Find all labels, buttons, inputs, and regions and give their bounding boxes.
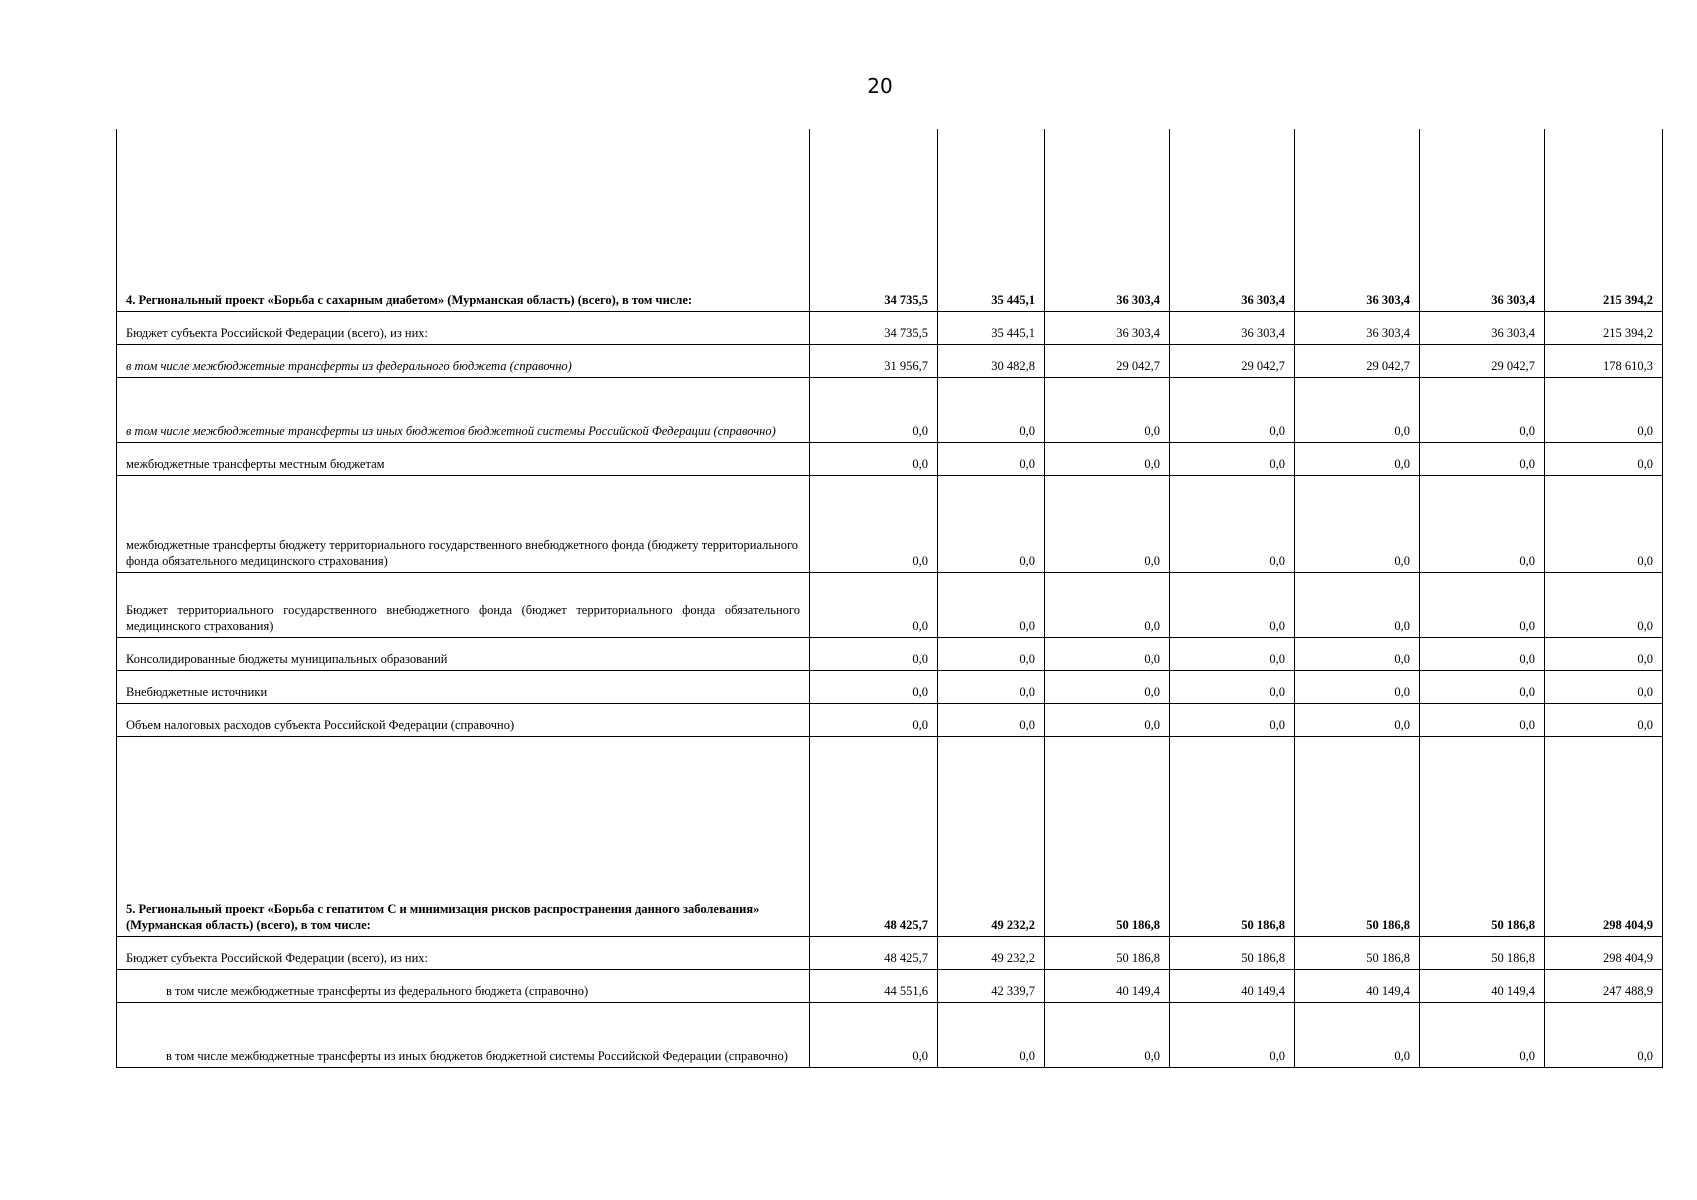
cell-col-total: 0,0: [1545, 475, 1663, 572]
table-row: [117, 703, 1663, 736]
cell-col-1: 0,0: [810, 670, 938, 703]
cell-col-1: 48 425,7: [810, 936, 938, 969]
cell-col-4: 50 186,8: [1170, 736, 1295, 936]
cell-col-2: 35 445,1: [938, 311, 1045, 344]
cell-col-4: 0,0: [1170, 637, 1295, 670]
cell-col-6: 40 149,4: [1420, 969, 1545, 1002]
cell-col-1: 44 551,6: [810, 969, 938, 1002]
cell-col-1: 31 956,7: [810, 344, 938, 377]
cell-col-5: 0,0: [1295, 475, 1420, 572]
cell-col-3: 0,0: [1045, 1002, 1170, 1067]
table-row: [117, 1002, 1663, 1067]
cell-col-2: 49 232,2: [938, 736, 1045, 936]
cell-col-3: 36 303,4: [1045, 311, 1170, 344]
cell-col-5: 0,0: [1295, 670, 1420, 703]
row-label: Бюджет субъекта Российской Федерации (всего), из них:: [117, 311, 810, 344]
cell-col-6: 29 042,7: [1420, 344, 1545, 377]
cell-col-3: 0,0: [1045, 670, 1170, 703]
cell-col-6: 0,0: [1420, 572, 1545, 637]
table-row: [117, 377, 1663, 442]
table-row: [117, 969, 1663, 1002]
table-row: [117, 670, 1663, 703]
cell-col-5: 40 149,4: [1295, 969, 1420, 1002]
cell-col-5: 0,0: [1295, 572, 1420, 637]
cell-col-6: 36 303,4: [1420, 129, 1545, 311]
cell-col-3: 0,0: [1045, 572, 1170, 637]
cell-col-1: 0,0: [810, 637, 938, 670]
row-label: межбюджетные трансферты бюджету территориального государственного внебюджетного фонда (бюджету территориального фонда обязательного медицинского страхования): [117, 475, 810, 572]
cell-col-2: 0,0: [938, 572, 1045, 637]
table-row: [117, 572, 1663, 637]
cell-col-5: 0,0: [1295, 703, 1420, 736]
cell-col-4: 0,0: [1170, 572, 1295, 637]
cell-col-6: 50 186,8: [1420, 936, 1545, 969]
cell-col-6: 0,0: [1420, 1002, 1545, 1067]
cell-col-total: 0,0: [1545, 637, 1663, 670]
cell-col-4: 0,0: [1170, 1002, 1295, 1067]
cell-col-5: 0,0: [1295, 637, 1420, 670]
cell-col-2: 42 339,7: [938, 969, 1045, 1002]
table-row: [117, 475, 1663, 572]
cell-col-total: 0,0: [1545, 572, 1663, 637]
cell-col-1: 34 735,5: [810, 129, 938, 311]
cell-col-3: 36 303,4: [1045, 129, 1170, 311]
cell-col-4: 50 186,8: [1170, 936, 1295, 969]
row-label: межбюджетные трансферты местным бюджетам: [117, 442, 810, 475]
cell-col-total: 215 394,2: [1545, 311, 1663, 344]
cell-col-6: 0,0: [1420, 637, 1545, 670]
cell-col-total: 0,0: [1545, 670, 1663, 703]
cell-col-3: 0,0: [1045, 377, 1170, 442]
cell-col-5: 0,0: [1295, 1002, 1420, 1067]
cell-col-3: 29 042,7: [1045, 344, 1170, 377]
cell-col-1: 0,0: [810, 703, 938, 736]
table-row: [117, 344, 1663, 377]
cell-col-3: 0,0: [1045, 637, 1170, 670]
cell-col-1: 0,0: [810, 442, 938, 475]
cell-col-1: 48 425,7: [810, 736, 938, 936]
cell-col-4: 40 149,4: [1170, 969, 1295, 1002]
cell-col-4: 0,0: [1170, 377, 1295, 442]
cell-col-total: 0,0: [1545, 377, 1663, 442]
cell-col-4: 0,0: [1170, 703, 1295, 736]
cell-col-4: 0,0: [1170, 442, 1295, 475]
row-label: Бюджет территориального государственного внебюджетного фонда (бюджет территориального фонда обязательного медицинского страхования): [117, 572, 810, 637]
cell-col-2: 30 482,8: [938, 344, 1045, 377]
cell-col-6: 36 303,4: [1420, 311, 1545, 344]
cell-col-6: 0,0: [1420, 475, 1545, 572]
cell-col-4: 0,0: [1170, 475, 1295, 572]
row-label: в том числе межбюджетные трансферты из федерального бюджета (справочно): [117, 344, 810, 377]
cell-col-total: 0,0: [1545, 1002, 1663, 1067]
table-row: [117, 637, 1663, 670]
cell-col-5: 29 042,7: [1295, 344, 1420, 377]
cell-col-4: 0,0: [1170, 670, 1295, 703]
cell-col-3: 0,0: [1045, 442, 1170, 475]
cell-col-total: 247 488,9: [1545, 969, 1663, 1002]
table-row: [117, 936, 1663, 969]
cell-col-total: 178 610,3: [1545, 344, 1663, 377]
cell-col-5: 36 303,4: [1295, 311, 1420, 344]
cell-col-4: 29 042,7: [1170, 344, 1295, 377]
table-row: [117, 736, 1663, 936]
cell-col-2: 0,0: [938, 475, 1045, 572]
cell-col-2: 49 232,2: [938, 936, 1045, 969]
row-label: в том числе межбюджетные трансферты из иных бюджетов бюджетной системы Российской Федерации (справочно): [117, 1002, 810, 1067]
cell-col-total: 0,0: [1545, 442, 1663, 475]
cell-col-4: 36 303,4: [1170, 129, 1295, 311]
cell-col-3: 0,0: [1045, 703, 1170, 736]
cell-col-1: 0,0: [810, 572, 938, 637]
cell-col-6: 0,0: [1420, 377, 1545, 442]
row-label: в том числе межбюджетные трансферты из федерального бюджета (справочно): [117, 969, 810, 1002]
financing-table: [116, 129, 1663, 1068]
row-label: Внебюджетные источники: [117, 670, 810, 703]
table-row: [117, 311, 1663, 344]
cell-col-total: 215 394,2: [1545, 129, 1663, 311]
cell-col-3: 50 186,8: [1045, 936, 1170, 969]
row-label: Объем налоговых расходов субъекта Российской Федерации (справочно): [117, 703, 810, 736]
cell-col-3: 50 186,8: [1045, 736, 1170, 936]
cell-col-1: 34 735,5: [810, 311, 938, 344]
cell-col-2: 0,0: [938, 637, 1045, 670]
cell-col-1: 0,0: [810, 377, 938, 442]
cell-col-2: 0,0: [938, 670, 1045, 703]
row-label: в том числе межбюджетные трансферты из иных бюджетов бюджетной системы Российской Федерации (справочно): [117, 377, 810, 442]
page-number: 20: [867, 74, 893, 98]
cell-col-2: 0,0: [938, 703, 1045, 736]
cell-col-total: 298 404,9: [1545, 936, 1663, 969]
row-label: 4. Региональный проект «Борьба с сахарным диабетом» (Мурманская область) (всего), в том числе:: [117, 129, 810, 311]
cell-col-total: 298 404,9: [1545, 736, 1663, 936]
table-row: [117, 129, 1663, 311]
cell-col-3: 0,0: [1045, 475, 1170, 572]
cell-col-2: 0,0: [938, 442, 1045, 475]
cell-col-2: 35 445,1: [938, 129, 1045, 311]
row-label: 5. Региональный проект «Борьба с гепатитом С и минимизация рисков распространения данного заболевания» (Мурманская область) (всего), в том числе:: [117, 736, 810, 936]
cell-col-5: 50 186,8: [1295, 936, 1420, 969]
cell-col-2: 0,0: [938, 377, 1045, 442]
cell-col-3: 40 149,4: [1045, 969, 1170, 1002]
cell-col-6: 0,0: [1420, 442, 1545, 475]
cell-col-1: 0,0: [810, 475, 938, 572]
table-row: [117, 442, 1663, 475]
cell-col-5: 0,0: [1295, 377, 1420, 442]
cell-col-6: 0,0: [1420, 670, 1545, 703]
row-label: Консолидированные бюджеты муниципальных образований: [117, 637, 810, 670]
cell-col-total: 0,0: [1545, 703, 1663, 736]
cell-col-5: 36 303,4: [1295, 129, 1420, 311]
cell-col-1: 0,0: [810, 1002, 938, 1067]
row-label: Бюджет субъекта Российской Федерации (всего), из них:: [117, 936, 810, 969]
cell-col-2: 0,0: [938, 1002, 1045, 1067]
cell-col-6: 0,0: [1420, 703, 1545, 736]
cell-col-5: 0,0: [1295, 442, 1420, 475]
cell-col-5: 50 186,8: [1295, 736, 1420, 936]
cell-col-4: 36 303,4: [1170, 311, 1295, 344]
cell-col-6: 50 186,8: [1420, 736, 1545, 936]
